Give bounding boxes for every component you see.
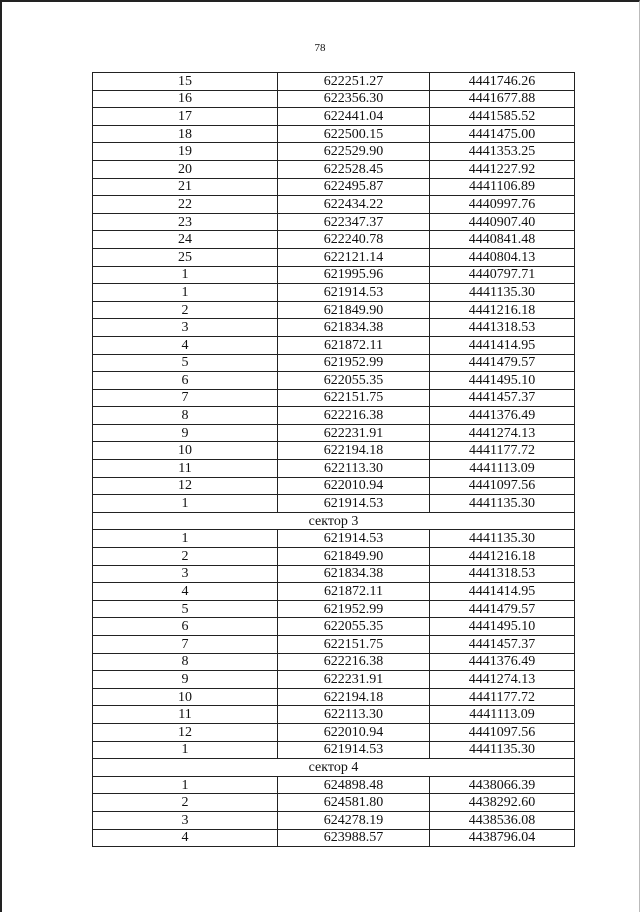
table-row — [93, 671, 575, 689]
y-coordinate-cell: 4441457.37 — [430, 636, 575, 654]
x-coordinate-cell: 622434.22 — [278, 196, 430, 214]
x-coordinate-cell: 621834.38 — [278, 565, 430, 583]
x-coordinate-cell: 623988.57 — [278, 829, 430, 847]
y-coordinate-cell: 4441216.18 — [430, 548, 575, 566]
y-coordinate-cell: 4441106.89 — [430, 178, 575, 196]
table-row — [93, 548, 575, 566]
table-row — [93, 829, 575, 847]
y-coordinate-cell: 4441113.09 — [430, 460, 575, 478]
y-coordinate-cell: 4441376.49 — [430, 653, 575, 671]
x-coordinate-cell: 622347.37 — [278, 213, 430, 231]
x-coordinate-cell: 622055.35 — [278, 618, 430, 636]
y-coordinate-cell: 4441227.92 — [430, 160, 575, 178]
x-coordinate-cell: 621849.90 — [278, 548, 430, 566]
y-coordinate-cell: 4441414.95 — [430, 583, 575, 601]
x-coordinate-cell: 622356.30 — [278, 90, 430, 108]
point-number-cell: 11 — [93, 706, 278, 724]
point-number-cell: 9 — [93, 424, 278, 442]
x-coordinate-cell: 624278.19 — [278, 811, 430, 829]
point-number-cell: 1 — [93, 284, 278, 302]
point-number-cell: 12 — [93, 477, 278, 495]
x-coordinate-cell: 622151.75 — [278, 389, 430, 407]
point-number-cell: 1 — [93, 776, 278, 794]
table-row — [93, 776, 575, 794]
table-row — [93, 143, 575, 161]
x-coordinate-cell: 622216.38 — [278, 653, 430, 671]
table-row — [93, 495, 575, 513]
table-row — [93, 636, 575, 654]
table-row — [93, 460, 575, 478]
coordinates-table-body — [93, 73, 575, 847]
x-coordinate-cell: 622495.87 — [278, 178, 430, 196]
x-coordinate-cell: 621872.11 — [278, 336, 430, 354]
y-coordinate-cell: 4441479.57 — [430, 600, 575, 618]
table-row — [93, 477, 575, 495]
point-number-cell: 1 — [93, 741, 278, 759]
x-coordinate-cell: 622113.30 — [278, 460, 430, 478]
section-label: сектор 3 — [93, 512, 575, 530]
point-number-cell: 4 — [93, 583, 278, 601]
table-row — [93, 73, 575, 91]
point-number-cell: 3 — [93, 811, 278, 829]
point-number-cell: 23 — [93, 213, 278, 231]
point-number-cell: 19 — [93, 143, 278, 161]
x-coordinate-cell: 621914.53 — [278, 495, 430, 513]
table-row — [93, 231, 575, 249]
section-row — [93, 759, 575, 777]
x-coordinate-cell: 622010.94 — [278, 477, 430, 495]
table-row — [93, 583, 575, 601]
table-row — [93, 600, 575, 618]
x-coordinate-cell: 621952.99 — [278, 600, 430, 618]
x-coordinate-cell: 621995.96 — [278, 266, 430, 284]
point-number-cell: 3 — [93, 319, 278, 337]
point-number-cell: 10 — [93, 688, 278, 706]
y-coordinate-cell: 4441318.53 — [430, 565, 575, 583]
x-coordinate-cell: 622529.90 — [278, 143, 430, 161]
y-coordinate-cell: 4440997.76 — [430, 196, 575, 214]
point-number-cell: 4 — [93, 336, 278, 354]
y-coordinate-cell: 4441495.10 — [430, 618, 575, 636]
y-coordinate-cell: 4438536.08 — [430, 811, 575, 829]
y-coordinate-cell: 4440804.13 — [430, 248, 575, 266]
y-coordinate-cell: 4441479.57 — [430, 354, 575, 372]
x-coordinate-cell: 624581.80 — [278, 794, 430, 812]
x-coordinate-cell: 621914.53 — [278, 741, 430, 759]
y-coordinate-cell: 4438066.39 — [430, 776, 575, 794]
page-number: 78 — [314, 42, 326, 54]
table-row — [93, 372, 575, 390]
point-number-cell: 17 — [93, 108, 278, 126]
point-number-cell: 3 — [93, 565, 278, 583]
y-coordinate-cell: 4441274.13 — [430, 424, 575, 442]
y-coordinate-cell: 4441097.56 — [430, 477, 575, 495]
table-row — [93, 319, 575, 337]
x-coordinate-cell: 622113.30 — [278, 706, 430, 724]
y-coordinate-cell: 4441113.09 — [430, 706, 575, 724]
point-number-cell: 6 — [93, 372, 278, 390]
table-row — [93, 160, 575, 178]
table-row — [93, 248, 575, 266]
table-row — [93, 336, 575, 354]
point-number-cell: 9 — [93, 671, 278, 689]
y-coordinate-cell: 4441097.56 — [430, 723, 575, 741]
y-coordinate-cell: 4441495.10 — [430, 372, 575, 390]
x-coordinate-cell: 622194.18 — [278, 688, 430, 706]
table-row — [93, 354, 575, 372]
y-coordinate-cell: 4441135.30 — [430, 284, 575, 302]
point-number-cell: 22 — [93, 196, 278, 214]
table-row — [93, 442, 575, 460]
x-coordinate-cell: 622500.15 — [278, 125, 430, 143]
y-coordinate-cell: 4441585.52 — [430, 108, 575, 126]
point-number-cell: 1 — [93, 266, 278, 284]
table-row — [93, 213, 575, 231]
table-row — [93, 407, 575, 425]
table-row — [93, 565, 575, 583]
y-coordinate-cell: 4440841.48 — [430, 231, 575, 249]
x-coordinate-cell: 621834.38 — [278, 319, 430, 337]
x-coordinate-cell: 622121.14 — [278, 248, 430, 266]
y-coordinate-cell: 4441135.30 — [430, 741, 575, 759]
y-coordinate-cell: 4441135.30 — [430, 495, 575, 513]
coordinates-table — [92, 72, 575, 847]
x-coordinate-cell: 622055.35 — [278, 372, 430, 390]
table-row — [93, 108, 575, 126]
section-row — [93, 512, 575, 530]
point-number-cell: 4 — [93, 829, 278, 847]
y-coordinate-cell: 4438796.04 — [430, 829, 575, 847]
x-coordinate-cell: 621914.53 — [278, 284, 430, 302]
table-row — [93, 196, 575, 214]
x-coordinate-cell: 622151.75 — [278, 636, 430, 654]
x-coordinate-cell: 622216.38 — [278, 407, 430, 425]
x-coordinate-cell: 622441.04 — [278, 108, 430, 126]
x-coordinate-cell: 622240.78 — [278, 231, 430, 249]
point-number-cell: 10 — [93, 442, 278, 460]
point-number-cell: 24 — [93, 231, 278, 249]
table-row — [93, 284, 575, 302]
x-coordinate-cell: 622010.94 — [278, 723, 430, 741]
x-coordinate-cell: 622231.91 — [278, 424, 430, 442]
table-row — [93, 741, 575, 759]
point-number-cell: 8 — [93, 653, 278, 671]
y-coordinate-cell: 4440907.40 — [430, 213, 575, 231]
point-number-cell: 5 — [93, 354, 278, 372]
y-coordinate-cell: 4441318.53 — [430, 319, 575, 337]
point-number-cell: 8 — [93, 407, 278, 425]
table-row — [93, 706, 575, 724]
x-coordinate-cell: 622251.27 — [278, 73, 430, 91]
y-coordinate-cell: 4441216.18 — [430, 301, 575, 319]
y-coordinate-cell: 4440797.71 — [430, 266, 575, 284]
y-coordinate-cell: 4441376.49 — [430, 407, 575, 425]
point-number-cell: 25 — [93, 248, 278, 266]
table-row — [93, 424, 575, 442]
x-coordinate-cell: 622528.45 — [278, 160, 430, 178]
x-coordinate-cell: 621872.11 — [278, 583, 430, 601]
table-row — [93, 811, 575, 829]
point-number-cell: 2 — [93, 794, 278, 812]
y-coordinate-cell: 4438292.60 — [430, 794, 575, 812]
y-coordinate-cell: 4441457.37 — [430, 389, 575, 407]
point-number-cell: 16 — [93, 90, 278, 108]
x-coordinate-cell: 621849.90 — [278, 301, 430, 319]
x-coordinate-cell: 624898.48 — [278, 776, 430, 794]
point-number-cell: 2 — [93, 548, 278, 566]
section-label: сектор 4 — [93, 759, 575, 777]
point-number-cell: 1 — [93, 495, 278, 513]
table-row — [93, 301, 575, 319]
x-coordinate-cell: 621952.99 — [278, 354, 430, 372]
point-number-cell: 1 — [93, 530, 278, 548]
y-coordinate-cell: 4441177.72 — [430, 688, 575, 706]
x-coordinate-cell: 622194.18 — [278, 442, 430, 460]
table-row — [93, 266, 575, 284]
y-coordinate-cell: 4441414.95 — [430, 336, 575, 354]
point-number-cell: 2 — [93, 301, 278, 319]
point-number-cell: 12 — [93, 723, 278, 741]
point-number-cell: 21 — [93, 178, 278, 196]
y-coordinate-cell: 4441274.13 — [430, 671, 575, 689]
y-coordinate-cell: 4441135.30 — [430, 530, 575, 548]
y-coordinate-cell: 4441177.72 — [430, 442, 575, 460]
point-number-cell: 7 — [93, 636, 278, 654]
table-row — [93, 530, 575, 548]
table-row — [93, 618, 575, 636]
point-number-cell: 20 — [93, 160, 278, 178]
table-row — [93, 389, 575, 407]
point-number-cell: 18 — [93, 125, 278, 143]
table-row — [93, 653, 575, 671]
table-row — [93, 723, 575, 741]
table-row — [93, 178, 575, 196]
x-coordinate-cell: 621914.53 — [278, 530, 430, 548]
point-number-cell: 6 — [93, 618, 278, 636]
point-number-cell: 7 — [93, 389, 278, 407]
table-row — [93, 794, 575, 812]
point-number-cell: 15 — [93, 73, 278, 91]
y-coordinate-cell: 4441475.00 — [430, 125, 575, 143]
y-coordinate-cell: 4441677.88 — [430, 90, 575, 108]
table-row — [93, 125, 575, 143]
point-number-cell: 5 — [93, 600, 278, 618]
x-coordinate-cell: 622231.91 — [278, 671, 430, 689]
point-number-cell: 11 — [93, 460, 278, 478]
y-coordinate-cell: 4441353.25 — [430, 143, 575, 161]
table-row — [93, 90, 575, 108]
y-coordinate-cell: 4441746.26 — [430, 73, 575, 91]
table-row — [93, 688, 575, 706]
